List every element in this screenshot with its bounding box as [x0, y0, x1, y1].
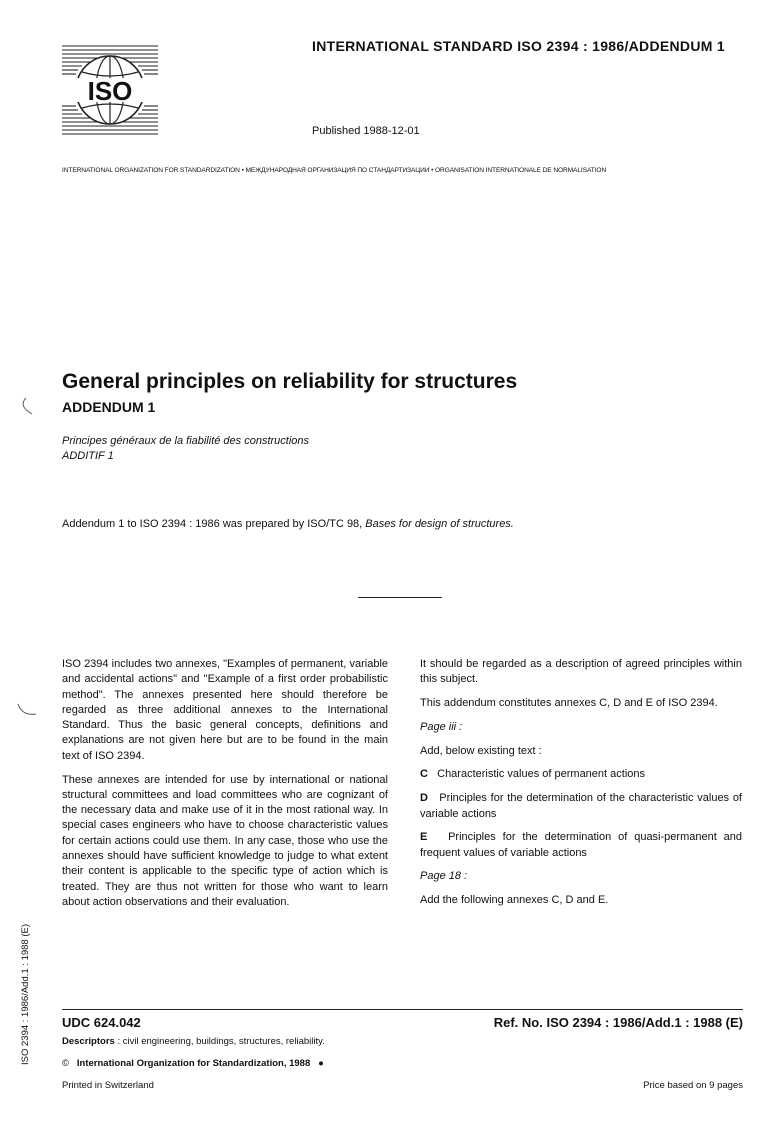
add-below-text: Add, below existing text :: [420, 744, 542, 757]
svg-text:ISO: ISO: [87, 76, 133, 106]
addendum-title: ADDENDUM 1: [62, 399, 156, 415]
separator: [358, 597, 442, 598]
organization-line: INTERNATIONAL ORGANIZATION FOR STANDARDIZATION • МЕЖДУНАРОДНАЯ ОРГАНИЗАЦИЯ ПО СТАНДАРТИЗАЦИИ • ORGANISATION INTERNATIONALE DE NORMALISATION: [62, 167, 607, 174]
standard-title: INTERNATIONAL STANDARD ISO 2394 : 1986/ADDENDUM 1: [312, 38, 725, 54]
published-date: Published 1988-12-01: [312, 125, 420, 137]
french-title-main: Principes généraux de la fiabilité des constructions: [62, 435, 310, 447]
reference-number: Ref. No. ISO 2394 : 1986/Add.1 : 1988 (E): [493, 1015, 743, 1030]
preparation-note: [62, 518, 514, 530]
left-column: [62, 657, 388, 919]
add-following-text: Add the following annexes C, D and E.: [420, 894, 609, 907]
udc-code: UDC 624.042: [62, 1015, 141, 1030]
constitutes-paragraph: This addendum constitutes annexes C, D and E of ISO 2394.: [420, 697, 718, 710]
margin-mark-icon: [14, 396, 34, 418]
copyright-line: © International Organization for Standardization, 1988 ●: [62, 1058, 324, 1069]
usage-paragraph: These annexes are intended for use by international or national structural committees and load committees who are cognizant of the necessary data and make use of it in the most rational way. In special cases engineers who have to choose characteristic values for certain actions could use them. In any case, those who use the annexes should have sufficient knowledge to judge to what extent their content is applicable to the specific type of action which is treated. They are thus not written for those who want to learn about action observations and their evaluation.: [62, 773, 388, 908]
footer-rule: [62, 1009, 743, 1010]
printed-location: Printed in Switzerland: [62, 1080, 154, 1091]
bullet-icon: ●: [318, 1058, 324, 1069]
margin-mark-icon: [14, 700, 38, 722]
price-note: Price based on 9 pages: [643, 1080, 743, 1091]
copyright-icon: ©: [62, 1058, 69, 1069]
description-paragraph: It should be regarded as a description of agreed principles within this subject.: [420, 658, 742, 686]
preparation-text: Addendum 1 to ISO 2394 : 1986 was prepared by ISO/TC 98,: [62, 518, 366, 530]
right-column: [420, 657, 742, 917]
side-reference-code: ISO 2394 : 1986/Add.1 : 1988 (E): [20, 923, 31, 1065]
french-title-addendum: ADDITIF 1: [62, 450, 114, 462]
iso-logo: [62, 42, 158, 138]
committee-name: Bases for design of structures.: [365, 518, 514, 530]
annex-e-entry: E Principles for the determination of quasi-permanent and frequent values of variable actions: [420, 831, 743, 859]
document-title: General principles on reliability for structures: [62, 370, 518, 393]
page-18-label: Page 18 :: [420, 870, 468, 883]
page-iii-label: Page iii :: [420, 720, 463, 733]
descriptors: Descriptors : civil engineering, buildings, structures, reliability.: [62, 1036, 325, 1047]
annex-c-entry: C Characteristic values of permanent actions: [420, 768, 646, 781]
annex-d-entry: D Principles for the determination of the characteristic values of variable actions: [420, 792, 742, 820]
iso-globe-icon: [62, 42, 158, 138]
french-title: [62, 434, 309, 464]
intro-paragraph: ISO 2394 includes two annexes, "Examples of permanent, variable and accidental actions" and "Example of a first order probabilistic method". The annexes presented here should therefore be regarded as three additional annexes to the International Standard. Thus the basic general concepts, definitions and explanations are not given here but are to be found in the main text of ISO 2394.: [62, 658, 388, 762]
